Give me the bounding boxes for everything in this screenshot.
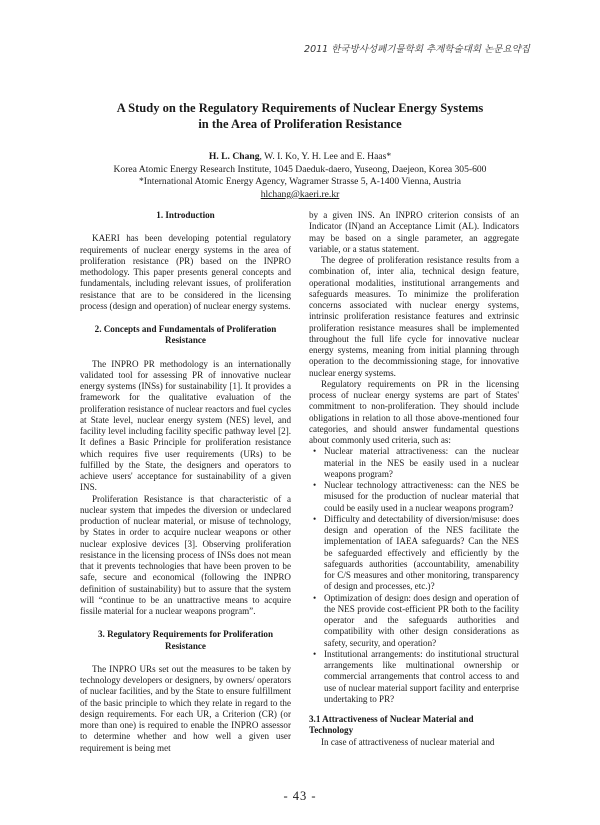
paragraph: The degree of proliferation resistance results from a combination of, inter alia, technical design feature, operational modalities, institutional arrangements and safeguards measures. To minimize the proliferation concerns associated with nuclear energy systems, intrinsic proliferation resistance features and extrinsic proliferation resistance measures shall be implemented throughout the full life cycle for innovative nuclear energy systems, meaning from initial planning through operation to the decommissioning stage, for innovative nuclear energy systems. [309,255,519,378]
bullet-marker: • [313,513,317,524]
list-item: • Difficulty and detectability of diversion/misuse: does design and operation of the NES facilitate the implementation of IAEA safeguards? Can the NES be safeguarded effectively and efficiently by the safeguards authorities (accountability, amenability for C/S measures and other monitoring, transparency of design and processes, etc.)? [313,513,519,592]
section-heading-concepts: 2. Concepts and Fundamentals of Proliferation Resistance [94,324,277,346]
paragraph: In case of attractiveness of nuclear material and [321,736,495,747]
running-header: 2011 한국방사성폐기물학회 추계학술대회 논문요약집 [304,44,530,55]
co-authors: , W. I. Ko, Y. H. Lee and E. Haas* [259,151,392,162]
list-item: • Nuclear technology attractiveness: can the NES be misused for the production of nuclear material that could be easily used in a nuclear weapons program? [313,480,519,513]
list-item: • Nuclear material attractiveness: can the nuclear material in the NES be easily used in a nuclear weapons program? [313,446,519,479]
paragraph: Regulatory requirements on PR in the licensing process of nuclear energy systems are part of States' commitment to non-proliferation. They should include obligations in relation to all those above-mentioned four categories, and should answer fundamental questions about commonly used criteria, such as: [309,378,519,445]
paragraph: The INPRO URs set out the measures to be taken by technology developers or designers, by owners/ operators of nuclear facilities, and by the State to ensure fulfillment of the basic principle to which they relate in regard to the design requirements. For each UR, a Criterion (CR) (or more than one) is required to enable the INPRO assessor to determine whether and how well a given user requirement is being met [80,663,291,753]
bullet-marker: • [313,480,317,490]
lead-author: H. L. Chang [208,151,260,162]
author-names [0,151,600,164]
section-heading-regulatory: 3. Regulatory Requirements for Proliferation Resistance [97,629,274,651]
paragraph: The INPRO PR methodology is an internationally validated tool for assessing PR of innovative nuclear energy systems (INSs) for sustainability [1]. It provides a framework for the qualitative evaluation of the proliferation resistance of nuclear reactors and fuel cycles at State level, nuclear energy system (NES) level, and facility level including facility specific pathway level [2]. It defines a Basic Principle for proliferation resistance which requires five user requirements (URs) to be fulfilled by the State, the designers and operators to achieve users' acceptance for sustainability of a given INS. [80,358,291,493]
author-block [0,151,600,201]
affiliation-1: Korea Atomic Energy Research Institute, 1045 Daeduk-daero, Yuseong, Daejeon, Korea 305-600 [113,163,487,175]
paper-title [0,100,600,132]
criteria-list [309,446,519,705]
page-number: - 43 - [283,789,317,803]
paragraph: by a given INS. An INPRO criterion consists of an Indicator (IN)and an Acceptance Limit (AL). Indicators may be based on a single parameter, an aggregate variable, or a status statement. [309,210,519,254]
bullet-marker: • [313,446,317,457]
bullet-marker: • [313,648,317,659]
title-block [0,100,600,201]
paragraph: KAERI has been developing potential regulatory requirements of nuclear energy systems in the area of proliferation resistance (PR) based on the INPRO methodology. This paper presents general concepts and fundamentals, including relevant issues, of proliferation resistance that are to be considered in the licensing process (design and operation) of nuclear energy systems. [80,233,291,311]
right-column [309,210,519,748]
paragraph: Proliferation Resistance is that characteristic of a nuclear system that impedes the diversion or undeclared production of nuclear material, or misuse of technology, by States in order to acquire nuclear weapons or other nuclear explosive devices [3]. Observing proliferation resistance in the licensing process of INSs does not mean that it prevents technologies that have been proven to be safe, secure and economical (following the INPRO definition of sustainability) but to assure that the system will “continue to be an unattractive means to acquire fissile material for a nuclear weapons program”. [80,493,291,616]
subsection-heading-attractiveness: 3.1 Attractiveness of Nuclear Material and Technology [309,714,474,736]
section-heading-introduction: 1. Introduction [156,210,215,220]
title-line-1: A Study on the Regulatory Requirements of Nuclear Energy Systems [116,101,484,115]
title-line-2: in the Area of Proliferation Resistance [198,117,402,131]
bullet-marker: • [313,592,317,603]
affiliation-2: *International Atomic Energy Agency, Wagramer Strasse 5, A-1400 Vienna, Austria [138,176,461,188]
email-link[interactable]: hlchang@kaeri.re.kr [260,188,340,200]
list-item: • Institutional arrangements: do institutional structural arrangements like multinational ownership or commercial arrangements that control access to and use of nuclear material support facility and enterprise undertaking to PR? [313,648,519,704]
left-column [80,210,291,754]
list-item: • Optimization of design: does design and operation of the NES provide cost-efficient PR both to the facility operator and the safeguards authorities and compatibility with other design considerations as safety, security, and operation? [313,592,519,648]
